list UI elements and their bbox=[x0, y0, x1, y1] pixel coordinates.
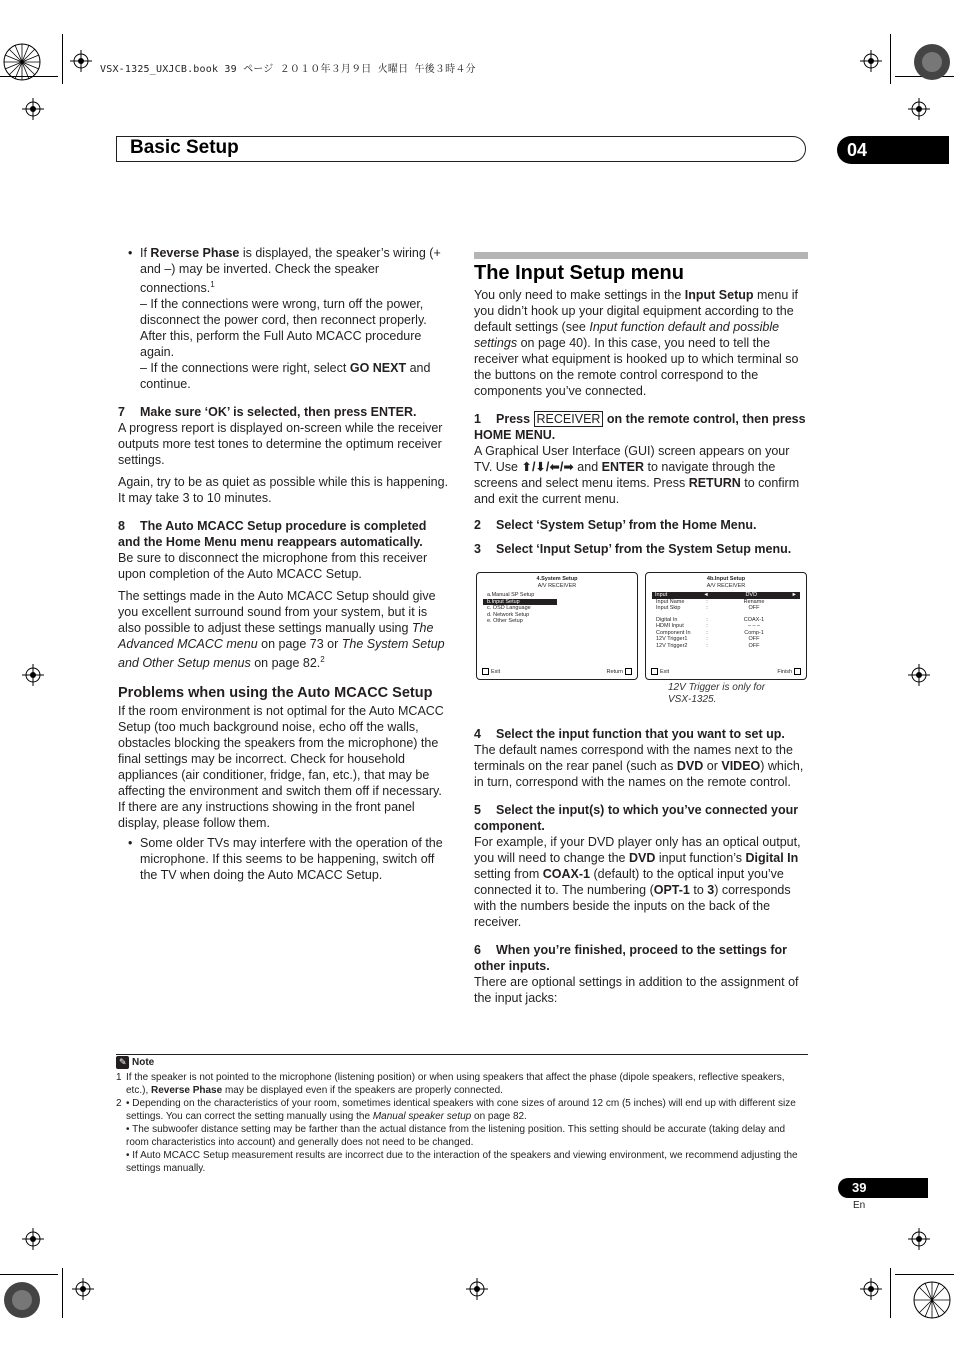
right-column-top bbox=[474, 287, 808, 561]
receiver-button-label: RECEIVER bbox=[534, 411, 604, 427]
finish-icon bbox=[794, 668, 801, 675]
step-1-heading: 1 Press RECEIVER on the remote control, then press HOME MENU. bbox=[474, 412, 806, 442]
step-8-text: Be sure to disconnect the microphone from this receiver upon completion of the Auto MCACC Setup. bbox=[118, 551, 428, 582]
crop-mark bbox=[62, 1268, 63, 1318]
note-divider bbox=[116, 1054, 808, 1055]
screen-subtitle: A/V RECEIVER bbox=[537, 582, 577, 589]
problems-bullet: • Some older TVs may interfere with the operation of the microphone. If this seems to be happening, switch off the TV when doing the Auto MCACC Setup. bbox=[118, 835, 452, 883]
language-code: En bbox=[853, 1200, 866, 1211]
crosshair-mark-icon bbox=[466, 1278, 488, 1300]
crop-mark bbox=[895, 1274, 954, 1275]
step-4-heading: 4 Select the input function that you want to set up. bbox=[474, 727, 785, 741]
setting-row[interactable]: Input Name : Rename bbox=[656, 598, 765, 605]
note-pencil-icon: ✎ bbox=[116, 1056, 129, 1069]
system-setup-menu bbox=[477, 592, 637, 625]
crop-mark bbox=[62, 34, 63, 84]
crosshair-mark-icon bbox=[22, 98, 44, 120]
note-heading: ✎ Note bbox=[116, 1056, 806, 1069]
notes bbox=[116, 1056, 806, 1175]
crop-mark bbox=[890, 1268, 891, 1318]
exit-button[interactable]: Exit bbox=[651, 668, 669, 675]
section-bar bbox=[474, 252, 808, 259]
registration-target-icon bbox=[912, 1280, 952, 1320]
problems-text: If the room environment is not optimal for the Auto MCACC Setup (too much background noise, echo off the walls, obstacles blocking the speakers from the microphone) the final settings may be incorrect. Check for household appliances (air conditioner, fridge, fan, etc.), that may be affecting the environment and switch them off if necessary. If there are any instructions showing in the front panel display, please follow them. bbox=[118, 704, 444, 831]
step-2-heading: 2 Select ‘System Setup’ from the Home Menu. bbox=[474, 518, 757, 532]
screen-title: 4.System Setup bbox=[536, 576, 578, 582]
exit-icon bbox=[482, 668, 489, 675]
menu-item[interactable]: d. Network Setup bbox=[487, 611, 530, 618]
registration-target-icon bbox=[912, 42, 952, 82]
crop-mark bbox=[890, 34, 891, 84]
step-3-heading: 3 Select ‘Input Setup’ from the System Setup menu. bbox=[474, 542, 792, 556]
left-column bbox=[118, 245, 452, 887]
chapter-number: 04 bbox=[837, 136, 949, 164]
menu-item[interactable]: c. OSD Language bbox=[487, 605, 531, 611]
input-setup-screen bbox=[645, 572, 807, 680]
finish-button[interactable]: Finish bbox=[777, 668, 801, 675]
system-setup-screen bbox=[476, 572, 638, 680]
reverse-phase-bullet: • If Reverse Phase is displayed, the speaker’s wiring (+ and –) may be inverted. Check the speaker connections.$^1$ bbox=[118, 245, 452, 296]
step-7-text: A progress report is displayed on-screen while the receiver outputs more test tones to determine the optimum receiver settings. bbox=[118, 421, 443, 468]
step-6-heading: 6 When you’re finished, proceed to the settings for other inputs. bbox=[474, 943, 787, 973]
screen-title: 4b.Input Setup bbox=[706, 576, 746, 582]
arrow-keys-icon: ⬆/⬇/⬅/➡ bbox=[521, 460, 574, 474]
step-7-text-2: Again, try to be as quiet as possible while this is happening. It may take 3 to 10 minutes. bbox=[118, 475, 449, 506]
print-header: VSX-1325_UXJCB.book 39 ページ ２０１０年３月９日 火曜日 午後３時４分 bbox=[100, 64, 476, 75]
input-setup-table bbox=[646, 592, 806, 649]
exit-icon bbox=[651, 668, 658, 675]
menu-item[interactable]: e. Other Setup bbox=[487, 618, 523, 624]
setting-row[interactable]: Digital In : COAX-1 bbox=[656, 616, 765, 623]
crosshair-mark-icon bbox=[70, 50, 92, 72]
screen-caption: 12V Trigger is only for VSX-1325. bbox=[668, 682, 766, 705]
crosshair-mark-icon bbox=[860, 1278, 882, 1300]
return-icon bbox=[625, 668, 632, 675]
exit-button[interactable]: Exit bbox=[482, 668, 500, 675]
page-number: 39 bbox=[838, 1178, 928, 1198]
crosshair-mark-icon bbox=[22, 664, 44, 686]
step-8-heading: 8 The Auto MCACC Setup procedure is completed and the Home Menu menu reappears automatically. bbox=[118, 519, 427, 550]
menu-item[interactable]: a.Manual SP Setup bbox=[487, 592, 535, 598]
step-1-text: A Graphical User Interface (GUI) screen appears on your TV. Use ⬆/⬇/⬅/➡ and ENTER to navigate through the screens and select menu items. Press RETURN to confirm and exit the current menu. bbox=[474, 444, 800, 506]
return-button[interactable]: Return bbox=[606, 668, 632, 675]
setting-row[interactable]: Component In : Comp-1 bbox=[656, 629, 764, 636]
note-item-2: 2 • Depending on the characteristics of your room, sometimes identical speakers with cone sizes of around 12 cm (5 inches) will end up with different size settings. You can correct the setting manually using the Manual speaker setup on page 82. • The subwoofer distance setting may be farther than the actual distance from the listening position. This setting should be accurate (taking delay and room characteristics into account) and generally does not need to be changed. • If Auto MCACC Setup measurement results are incorrect due to the interaction of the speakers and viewing environment, we recommend adjusting the settings manually. bbox=[116, 1098, 798, 1175]
crosshair-mark-icon bbox=[908, 664, 930, 686]
step-8-text-2: The settings made in the Auto MCACC Setup should give you excellent surround sound from your system, but it is also possible to adjust these settings manually using The Advanced MCACC menu on page 73 or The System Setup and Other Setup menus on page 82.$^2$ bbox=[118, 589, 445, 671]
setting-row[interactable]: HDMI Input : – – – bbox=[656, 623, 761, 629]
note-item-1: 1 If the speaker is not pointed to the microphone (listening position) or when using speakers that affect the phase (dipole speakers, reflective speakers, etc.), Reverse Phase may be displayed even if the speakers are properly connected. bbox=[116, 1072, 785, 1097]
step-6-text: There are optional settings in addition to the assignment of the input jacks: bbox=[474, 975, 799, 1005]
crop-mark bbox=[0, 1274, 58, 1275]
crosshair-mark-icon bbox=[860, 50, 882, 72]
step-4-text: The default names correspond with the names next to the terminals on the rear panel (such as DVD or VIDEO) which, in turn, correspond with the names on the remote control. bbox=[474, 743, 804, 789]
crosshair-mark-icon bbox=[908, 1228, 930, 1250]
setting-row[interactable]: 12V Trigger1 : OFF bbox=[656, 636, 760, 642]
step-5-text: For example, if your DVD player only has an optical output, you will need to change the DVD input function’s Digital In setting from COAX-1 (default) to the optical input you’ve connected it to. The numbering (OPT-1 to 3) corresponds with the numbers beside the inputs on the back of the receiver. bbox=[474, 835, 801, 929]
section-title: Basic Setup bbox=[130, 137, 239, 158]
input-setup-title: The Input Setup menu bbox=[474, 262, 684, 284]
registration-target-icon bbox=[2, 1280, 42, 1320]
screen-subtitle: A/V RECEIVER bbox=[706, 582, 746, 589]
intro-text: You only need to make settings in the Input Setup menu if you didn’t hook up your digital equipment according to the default settings (see Input function default and possible settings on page 40). In this case, you need to tell the receiver what equipment is hooked up to which terminal so the buttons on the remote control correspond to the components you’ve connected. bbox=[474, 288, 799, 398]
setting-row[interactable]: 12V Trigger2 : OFF bbox=[656, 642, 760, 649]
crosshair-mark-icon bbox=[908, 98, 930, 120]
menu-item-selected[interactable]: b.Input Setup bbox=[483, 599, 557, 606]
input-selector-row[interactable]: Input ◄ DVD ► bbox=[652, 592, 800, 599]
registration-target-icon bbox=[2, 42, 42, 82]
right-column-bottom bbox=[474, 716, 808, 1010]
problems-heading: Problems when using the Auto MCACC Setup bbox=[118, 685, 433, 702]
dash-wrong: – If the connections were wrong, turn off the power, disconnect the power cord, then reconnect properly. After this, perform the Full Auto MCACC procedure again. bbox=[140, 297, 427, 360]
crosshair-mark-icon bbox=[72, 1278, 94, 1300]
step-5-heading: 5 Select the input(s) to which you’ve connected your component. bbox=[474, 803, 799, 833]
dash-right: – If the connections were right, select GO NEXT and continue. bbox=[140, 361, 431, 392]
setting-row[interactable]: Input Skip : OFF bbox=[656, 605, 760, 611]
crosshair-mark-icon bbox=[22, 1228, 44, 1250]
step-7-heading: 7 Make sure ‘OK’ is selected, then press ENTER. bbox=[118, 405, 417, 420]
